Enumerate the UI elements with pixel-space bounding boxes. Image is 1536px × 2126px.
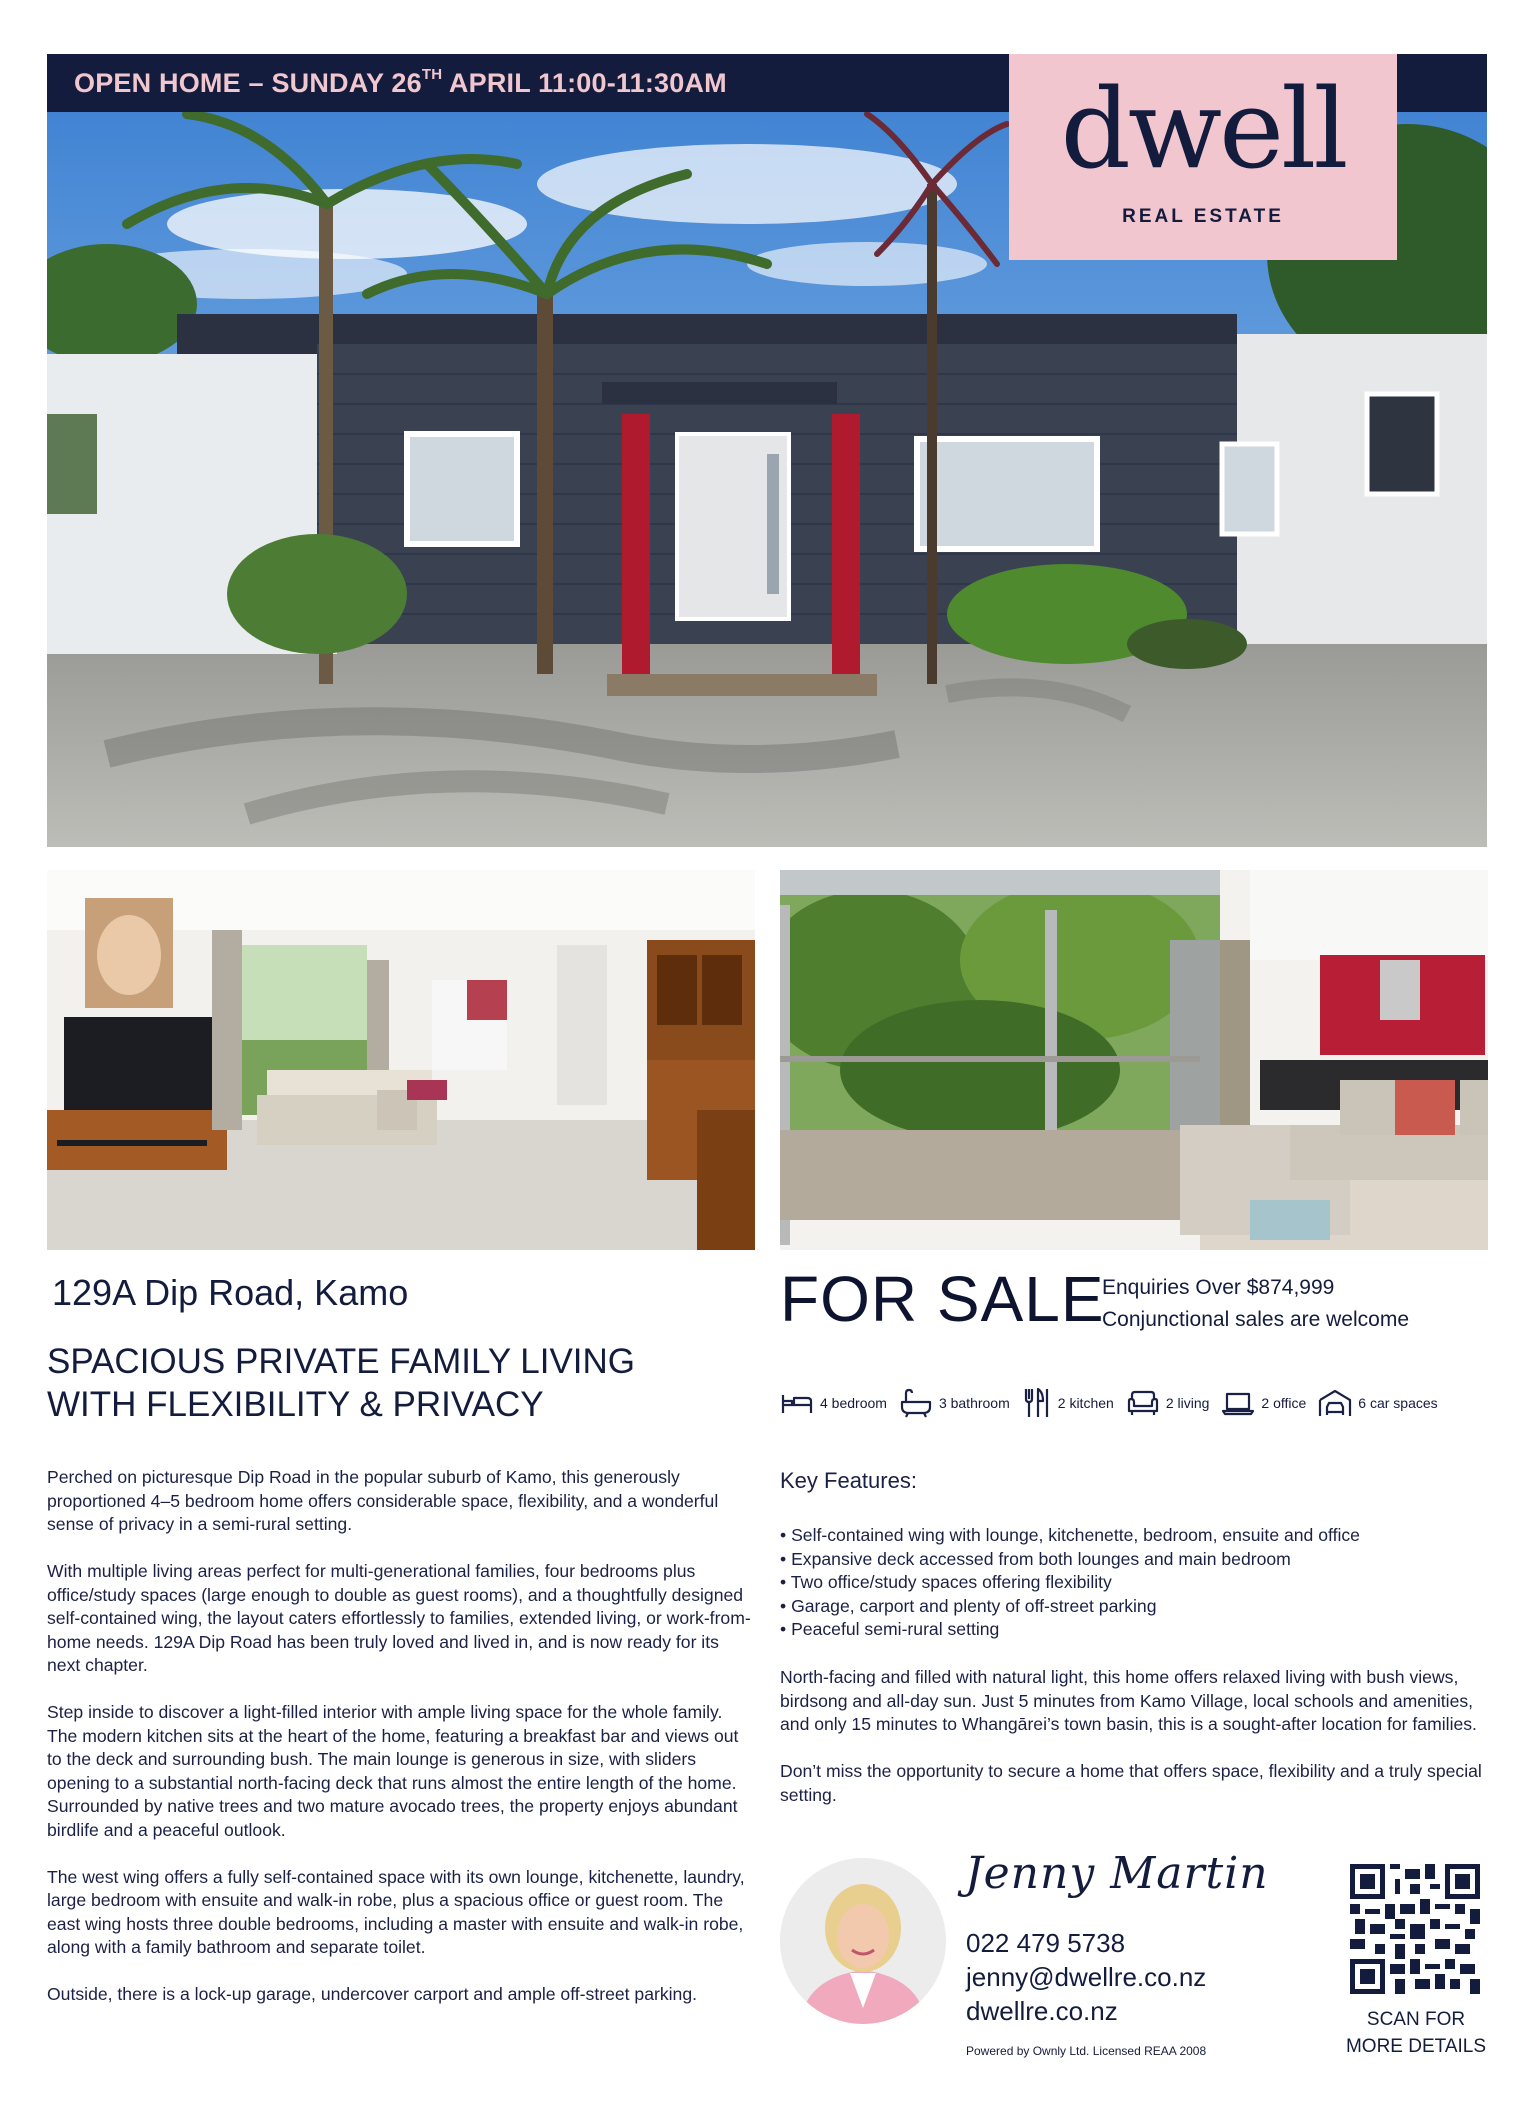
description-paragraph: With multiple living areas perfect for multi-generational families, four bedrooms plus office/study spaces (large enough to double as guest rooms), and a thoughtfully designed self-contained wing, the layout caters effortlessly to families, extended living, or work-from-home needs. 129A Dip Road has been truly loved and lived in, and is now ready for its next chapter. [47,1561,751,1675]
list-item: • Peaceful semi-rural setting [780,1618,1500,1642]
car-icon [1318,1388,1352,1418]
feature-living [1126,1389,1210,1417]
feature-bathroom [899,1388,1010,1418]
description-paragraph: Perched on picturesque Dip Road in the popular suburb of Kamo, this generously proportioned 4–5 bedroom home offers considerable space, flexibility, and a wonderful sense of privacy in a semi-rural setting. [47,1467,719,1534]
powered-by-text: Powered by Ownly Ltd. Licensed REAA 2008 [966,2044,1207,2058]
description-paragraph: The west wing offers a fully self-contained space with its own lounge, kitchenette, laundry, large bedroom with ensuite and walk-in robe, plus a spacious office or guest room. The east wing hosts three double bedrooms, including a master with ensuite and walk-in robe, along with a family bathroom and separate toilet. [47,1866,745,1957]
logo-wordmark: dwell [1060,65,1346,193]
feature-label: 2 office [1261,1395,1307,1411]
feature-label: 3 bathroom [938,1395,1010,1411]
enquiries-info [1102,1272,1409,1336]
feature-label: 4 bedroom [820,1395,887,1411]
laptop-icon [1221,1390,1255,1416]
list-item: • Expansive deck accessed from both lounges and main bedroom [780,1548,1500,1572]
sofa-icon [1126,1389,1160,1417]
list-item: • Self-contained wing with lounge, kitchenette, bedroom, ensuite and office [780,1524,1500,1548]
enquiries-note: Conjunctional sales are welcome [1102,1308,1409,1331]
property-address: 129A Dip Road, Kamo [52,1272,409,1313]
bath-icon [899,1388,933,1418]
list-item: • Garage, carport and plenty of off-street parking [780,1595,1500,1619]
feature-office [1221,1390,1306,1416]
feature-car-spaces [1318,1388,1437,1418]
closing-paragraph: Don’t miss the opportunity to secure a home that offers space, flexibility and a truly special setting. [780,1761,1482,1805]
open-home-text: OPEN HOME – SUNDAY 26TH APRIL 11:00-11:30AM [74,66,727,98]
for-sale-heading: FOR SALE [780,1263,1105,1335]
key-features-title: Key Features: [780,1468,917,1493]
dwell-logo [1009,54,1397,260]
agent-contact [966,1926,1206,2028]
enquiries-price: Enquiries Over $874,999 [1102,1276,1335,1299]
property-features [780,1385,1500,1421]
living-deck-photo [780,870,1488,1250]
agent-website[interactable]: dwellre.co.nz [966,1996,1118,2026]
scan-line-1: SCAN FOR [1366,2009,1466,2030]
logo-subtitle: REAL ESTATE [1122,206,1284,227]
property-description [47,1466,752,2030]
scan-caption [1330,2006,1502,2060]
agent-signature: Jenny Martin [965,1848,1269,1899]
scan-line-2: MORE DETAILS [1345,2036,1487,2057]
feature-label: 2 kitchen [1057,1395,1114,1411]
headline-line-2: WITH FLEXIBILITY & PRIVACY [47,1385,544,1424]
description-paragraph: Outside, there is a lock-up garage, undercover carport and ample off-street parking. [47,1984,698,2004]
closing-paragraph: North-facing and filled with natural light, this home offers relaxed living with bush views, birdsong and all-day sun. Just 5 minutes from Kamo Village, local schools and amenities, and only 15 minutes to Whangārei’s town basin, this is a sought-after location for families. [780,1667,1477,1734]
feature-label: 6 car spaces [1358,1395,1438,1411]
qr-code[interactable] [1350,1864,1480,1994]
description-paragraph: Step inside to discover a light-filled interior with ample living space for the whole family. The modern kitchen sits at the heart of the home, featuring a breakfast bar and views out to the deck and surrounding bush. The main lounge is generous in size, with sliders opening to a substantial north-facing deck that runs almost the entire length of the home. Surrounded by native trees and two mature avocado trees, the property enjoys abundant birdlife and a peaceful outlook. [47,1702,739,1840]
property-headline [47,1340,747,1426]
bed-icon [780,1389,814,1417]
agent-avatar [780,1858,946,2024]
agent-email[interactable]: jenny@dwellre.co.nz [966,1962,1207,1992]
list-item: • Two office/study spaces offering flexibility [780,1571,1500,1595]
closing-text [780,1666,1500,1831]
feature-bedroom [780,1389,887,1417]
lounge-photo [47,870,755,1250]
feature-label: 2 living [1165,1395,1210,1411]
feature-kitchen [1022,1387,1114,1419]
key-features-list [780,1524,1500,1642]
agent-phone[interactable]: 022 479 5738 [966,1928,1126,1958]
utensils-icon [1022,1387,1052,1419]
headline-line-1: SPACIOUS PRIVATE FAMILY LIVING [47,1342,636,1381]
